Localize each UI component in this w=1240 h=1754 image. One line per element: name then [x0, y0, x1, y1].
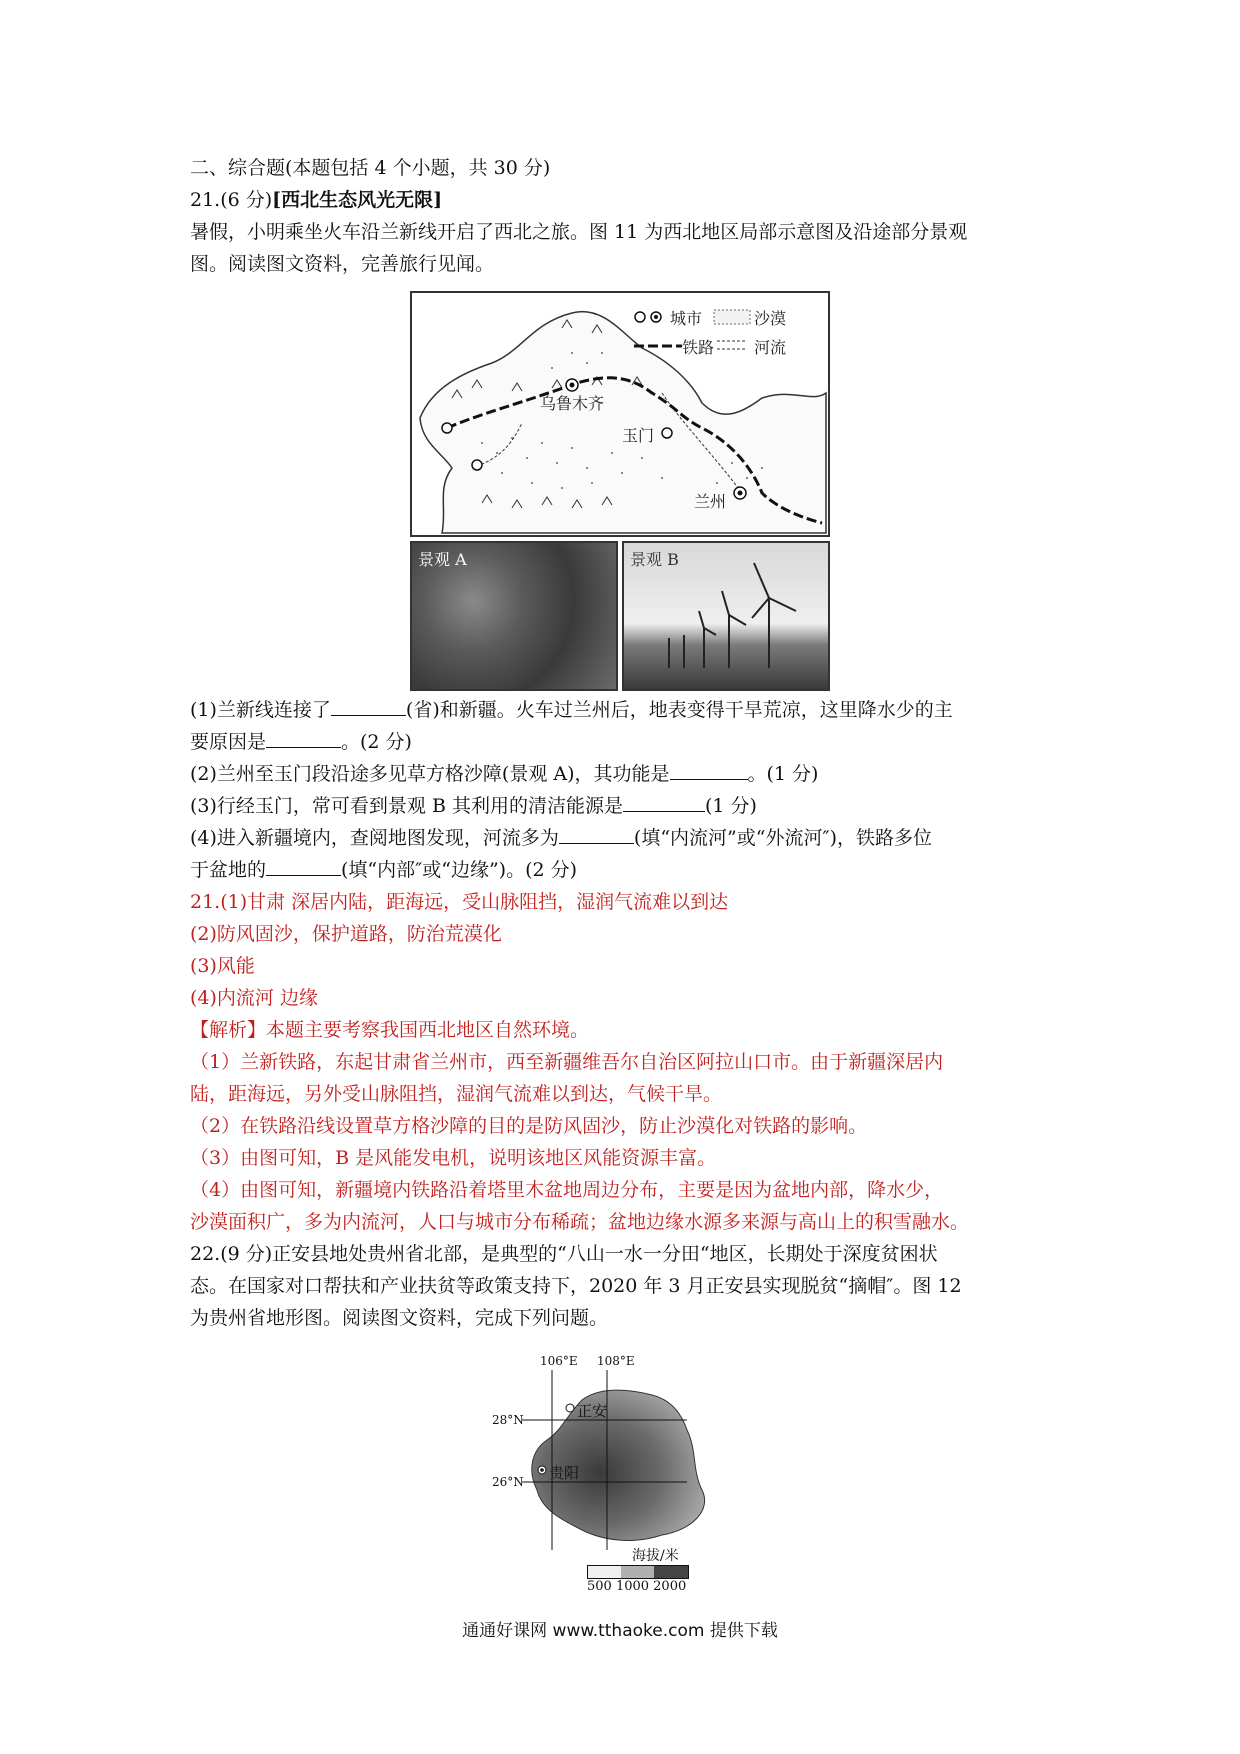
q22-line-1: 22.(9 分)正安县地处贵州省北部，是典型的“八山一水一分田“地区，长期处于深度贫困状	[190, 1243, 938, 1265]
northwest-map	[410, 291, 830, 537]
q21-p4-text-a: (4)进入新疆境内，查阅地图发现，河流多为	[190, 827, 559, 849]
answer-blank	[559, 823, 634, 844]
elevation-label: 海拔/米	[632, 1548, 679, 1564]
figure-11	[410, 291, 830, 691]
q21-p1-text-a: (1)兰新线连接了	[190, 699, 331, 721]
legend-railway: 铁路	[682, 338, 715, 357]
answer-blank	[670, 759, 748, 780]
lon-106: 106°E	[540, 1354, 578, 1368]
q21-p4-text-c: 于盆地的	[190, 859, 267, 881]
answer-blank	[266, 855, 341, 876]
legend-river: 河流	[754, 338, 787, 357]
explanation-1: （1）兰新铁路，东起甘肃省兰州市，西至新疆维吾尔自治区阿拉山口市。由于新疆深居内	[190, 1051, 944, 1073]
lon-108: 108°E	[597, 1354, 635, 1368]
q21-p4-text-d: (填“内部″或“边缘”)。(2 分)	[341, 859, 578, 881]
q21-intro-1: 暑假，小明乘坐火车沿兰新线开启了西北之旅。图 11 为西北地区局部示意图及沿途部分景观	[190, 221, 968, 243]
legend-desert: 沙漠	[754, 309, 787, 328]
q22-line-3: 为贵州省地形图。阅读图文资料，完成下列问题。	[190, 1307, 609, 1329]
q21-p4-text-b: (填“内流河”或“外流河″)，铁路多位	[633, 827, 932, 849]
legend-city: 城市	[670, 309, 703, 328]
answer-blank	[266, 727, 341, 748]
q21-p2-text-b: 。(1 分)	[747, 763, 819, 785]
q21-p1-text-d: 。(2 分)	[341, 731, 412, 753]
q21-p2-text-a: (2)兰州至玉门段沿途多见草方格沙障(景观 A)，其功能是	[190, 763, 670, 785]
landscape-a-photo	[410, 541, 618, 691]
q21-part3	[190, 790, 1060, 822]
q21-p3-text-a: (3)行经玉门，常可看到景观 B 其利用的清洁能源是	[190, 795, 623, 817]
city-urumqi: 乌鲁木齐	[540, 394, 605, 413]
lat-28: 28°N	[492, 1413, 524, 1427]
q21-p1-text-c: 要原因是	[190, 731, 267, 753]
q21-topic: [西北生态风光无限]	[272, 189, 443, 211]
landscape-b-label: 景观 B	[630, 550, 679, 569]
guizhou-terrain-map	[512, 1370, 742, 1560]
q21-part2	[190, 758, 1060, 790]
explanation-1b: 陆，距海远，另外受山脉阻挡，湿润气流难以到达，气候干旱。	[190, 1083, 723, 1105]
landscape-a-label: 景观 A	[418, 550, 467, 569]
q21-intro-2: 图。阅读图文资料，完善旅行见闻。	[190, 253, 495, 275]
q21-p3-text-b: (1 分)	[704, 795, 757, 817]
explanation-2: （2）在铁路沿线设置草方格沙障的目的是防风固沙，防止沙漠化对铁路的影响。	[190, 1115, 868, 1137]
q21-p1-text-b: (省)和新疆。火车过兰州后，地表变得干旱荒凉，这里降水少的主	[405, 699, 953, 721]
city-zhengan: 正安	[577, 1402, 608, 1420]
section-heading: 二、综合题(本题包括 4 个小题，共 30 分)	[190, 157, 551, 179]
analysis-title: 【解析】本题主要考察我国西北地区自然环境。	[190, 1019, 590, 1041]
lat-26: 26°N	[492, 1475, 524, 1489]
q22-line-2: 态。在国家对口帮扶和产业扶贫等政策支持下，2020 年 3 月正安县实现脱贫“摘帽″。图 12	[190, 1275, 962, 1297]
explanation-3: （3）由图可知，B 是风能发电机，说明该地区风能资源丰富。	[190, 1147, 717, 1169]
answer-1: 21.(1)甘肃 深居内陆，距海远，受山脉阻挡，湿润气流难以到达	[190, 891, 729, 913]
q21-part4-line1	[190, 822, 1060, 854]
q21-part1-line1	[190, 694, 1060, 726]
explanation-4b: 沙漠面积广，多为内流河，人口与城市分布稀疏；盆地边缘水源多来源与高山上的积雪融水。	[190, 1211, 970, 1233]
answer-blank	[623, 791, 705, 812]
answer-2: (2)防风固沙，保护道路，防治荒漠化	[190, 923, 502, 945]
figure-12	[492, 1354, 742, 1600]
answer-4: (4)内流河 边缘	[190, 987, 318, 1009]
q21-part4-line2	[190, 854, 1060, 886]
explanation-4: （4）由图可知，新疆境内铁路沿着塔里木盆地周边分布，主要是因为盆地内部，降水少，	[190, 1179, 944, 1201]
q21-part1-line2	[190, 726, 1060, 758]
map-drawing	[412, 293, 828, 535]
city-guiyang: 贵阳	[549, 1464, 580, 1482]
city-yumen: 玉门	[622, 426, 655, 445]
page-footer: 通通好课网 www.tthaoke.com 提供下载	[462, 1621, 778, 1641]
landscape-b-photo	[622, 541, 830, 691]
elevation-scale-values: 500 1000 2000	[587, 1579, 687, 1594]
q21-header	[190, 184, 1060, 216]
answer-3: (3)风能	[190, 955, 255, 977]
answer-blank	[331, 695, 406, 716]
elevation-scale	[587, 1565, 689, 1579]
city-lanzhou: 兰州	[694, 492, 727, 511]
q21-number: 21.(6 分)	[190, 189, 273, 211]
